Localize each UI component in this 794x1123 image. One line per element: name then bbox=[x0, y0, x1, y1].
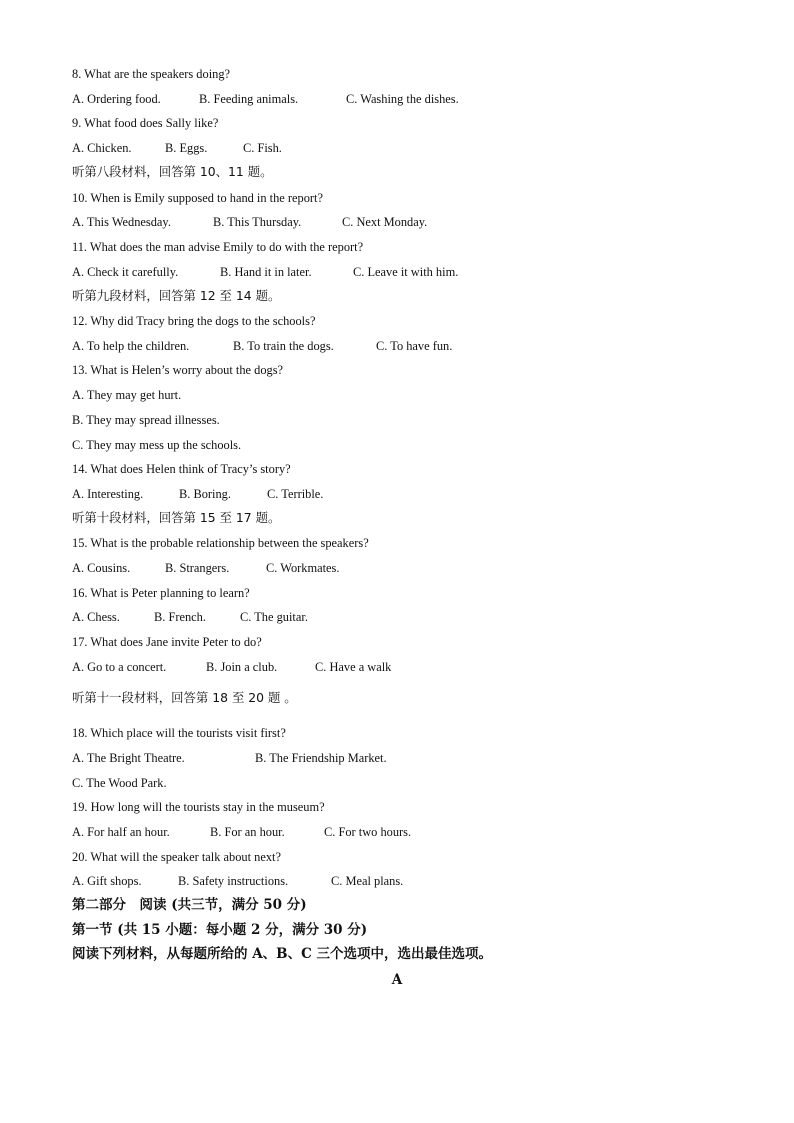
option-17a: A. Go to a concert. bbox=[72, 660, 167, 674]
option-18a: A. The Bright Theatre. bbox=[72, 751, 185, 765]
option-12a: A. To help the children. bbox=[72, 339, 190, 353]
section-11-heading: 听第十一段材料，回答第 18 至 20 题 。 bbox=[72, 690, 297, 705]
option-11c: C. Leave it with him. bbox=[353, 265, 459, 279]
section-9-heading: 听第九段材料，回答第 12 至 14 题。 bbox=[72, 288, 281, 303]
option-18c: C. The Wood Park. bbox=[72, 776, 167, 790]
option-19a: A. For half an hour. bbox=[72, 825, 170, 839]
option-14a: A. Interesting. bbox=[72, 487, 144, 501]
option-15c: C. Workmates. bbox=[266, 561, 340, 575]
option-14b: B. Boring. bbox=[179, 487, 231, 501]
option-10a: A. This Wednesday. bbox=[72, 215, 171, 229]
option-8a: A. Ordering food. bbox=[72, 92, 161, 106]
question-9: 9. What food does Sally like? bbox=[72, 116, 219, 130]
option-15b: B. Strangers. bbox=[165, 561, 230, 575]
option-9b: B. Eggs. bbox=[165, 141, 208, 155]
option-17b: B. Join a club. bbox=[206, 660, 278, 674]
question-15: 15. What is the probable relationship between the speakers? bbox=[72, 536, 369, 550]
reading-instruction: 阅读下列材料，从每题所给的 A、B、C 三个选项中，选出最佳选项。 bbox=[72, 946, 493, 962]
question-13: 13. What is Helen’s worry about the dogs? bbox=[72, 363, 284, 377]
question-17: 17. What does Jane invite Peter to do? bbox=[72, 635, 262, 649]
section-8-heading: 听第八段材料，回答第 10、11 题。 bbox=[72, 164, 273, 179]
question-19: 19. How long will the tourists stay in the museum? bbox=[72, 800, 325, 814]
part-2-title: 第二部分 阅读 (共三节，满分 50 分) bbox=[72, 897, 307, 913]
option-16a: A. Chess. bbox=[72, 610, 120, 624]
option-16b: B. French. bbox=[154, 610, 206, 624]
question-16: 16. What is Peter planning to learn? bbox=[72, 586, 250, 600]
option-9a: A. Chicken. bbox=[72, 141, 132, 155]
option-10c: C. Next Monday. bbox=[342, 215, 428, 229]
option-19b: B. For an hour. bbox=[210, 825, 285, 839]
option-20c: C. Meal plans. bbox=[331, 874, 404, 888]
question-20: 20. What will the speaker talk about next? bbox=[72, 850, 281, 864]
option-12b: B. To train the dogs. bbox=[233, 339, 334, 353]
option-18b: B. The Friendship Market. bbox=[255, 751, 387, 765]
section-10-heading: 听第十段材料，回答第 15 至 17 题。 bbox=[72, 510, 281, 525]
option-14c: C. Terrible. bbox=[267, 487, 324, 501]
question-18: 18. Which place will the tourists visit first? bbox=[72, 726, 286, 740]
option-15a: A. Cousins. bbox=[72, 561, 131, 575]
option-19c: C. For two hours. bbox=[324, 825, 412, 839]
section-1-title: 第一节 (共 15 小题：每小题 2 分，满分 30 分) bbox=[72, 922, 368, 938]
option-13a: A. They may get hurt. bbox=[72, 388, 182, 402]
option-9c: C. Fish. bbox=[243, 141, 282, 155]
option-20b: B. Safety instructions. bbox=[178, 874, 289, 888]
question-10: 10. When is Emily supposed to hand in the report? bbox=[72, 191, 323, 205]
option-12c: C. To have fun. bbox=[376, 339, 453, 353]
passage-label: A bbox=[391, 972, 403, 988]
question-14: 14. What does Helen think of Tracy’s story? bbox=[72, 462, 291, 476]
option-8b: B. Feeding animals. bbox=[199, 92, 299, 106]
option-11a: A. Check it carefully. bbox=[72, 265, 179, 279]
option-10b: B. This Thursday. bbox=[213, 215, 302, 229]
option-16c: C. The guitar. bbox=[240, 610, 308, 624]
option-17c: C. Have a walk bbox=[315, 660, 392, 674]
option-11b: B. Hand it in later. bbox=[220, 265, 312, 279]
option-13c: C. They may mess up the schools. bbox=[72, 438, 242, 452]
option-13b: B. They may spread illnesses. bbox=[72, 413, 220, 427]
option-20a: A. Gift shops. bbox=[72, 874, 142, 888]
option-8c: C. Washing the dishes. bbox=[346, 92, 459, 106]
question-11: 11. What does the man advise Emily to do with the report? bbox=[72, 240, 364, 254]
question-8: 8. What are the speakers doing? bbox=[72, 67, 231, 81]
question-12: 12. Why did Tracy bring the dogs to the schools? bbox=[72, 314, 316, 328]
